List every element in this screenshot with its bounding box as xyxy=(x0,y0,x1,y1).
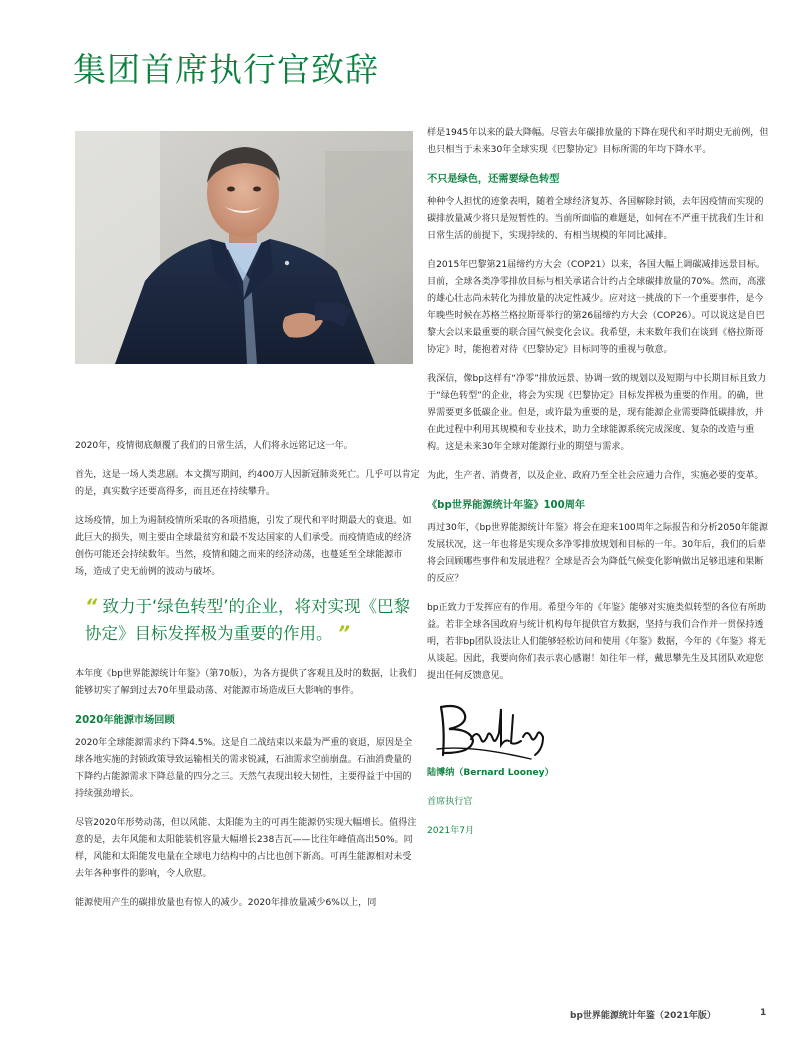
section-heading: 2020年能源市场回顾 xyxy=(75,715,175,726)
pull-quote-text: 致力于‘绿色转型’的企业，将对实现《巴黎协定》目标发挥极为重要的作用。 xyxy=(85,597,410,643)
paragraph: 2020年全球能源需求约下降4.5%。这是自二战结束以来最为严重的衰退，原因是全球各地实施的封锁政策导致运输相关的需求锐减，石油需求空前崩盘。石油消费量的下降约占能源需求下降总量的四分之三。天然气表现出较大韧性，主要得益于中国的持续强劲增长。 xyxy=(75,738,413,799)
paragraph: 首先，这是一场人类悲剧。本文撰写期间，约400万人因新冠肺炎死亡。几乎可以肯定的是，真实数字还要高得多，而且还在持续攀升。 xyxy=(75,470,420,497)
paragraph: 2020年，疫情彻底颠覆了我们的日常生活，人们将永远铭记这一年。 xyxy=(75,441,353,451)
paragraph: 为此，生产者、消费者，以及企业、政府乃至全社会应通力合作，实施必要的变革。 xyxy=(427,471,764,481)
handwritten-signature xyxy=(431,699,551,761)
signer-name: 陆博纳（Bernard Looney） xyxy=(427,768,554,778)
paragraph: 样是1945年以来的最大降幅。尽管去年碳排放量的下降在现代和平时期史无前例，但也只相当于未来30年全球实现《巴黎协定》目标所需的年均下降水平。 xyxy=(427,128,769,155)
paragraph: 本年度《bp世界能源统计年鉴》（第70版），为各方提供了客观且及时的数据，让我们能够切实了解到过去70年里最动荡、对能源市场造成巨大影响的事件。 xyxy=(75,669,417,696)
paragraph: 自2015年巴黎第21届缔约方大会（COP21）以来，各国大幅上调碳减排远景目标。目前，全球各类净零排放目标与相关承诺合计约占全球碳排放量的70%。然而，高涨的雄心壮志尚未转化为排放量的决定性减少。应对这一挑战的下一个重要事件，是今年晚些时候在苏格兰格拉斯哥举行的第26届缔约方大会（COP26）。可以说这是自巴黎大会以来最重要的联合国气候变化会议。我希望，未来数年我们在谈到《格拉斯哥协定》时，能抱着对待《巴黎协定》目标同等的重视与敬意。 xyxy=(427,260,766,355)
footer-publication-title: bp世界能源统计年鉴（2021年版） xyxy=(570,1011,716,1021)
signer-title: 首席执行官 xyxy=(427,797,473,807)
paragraph: 能源使用产生的碳排放量也有惊人的减少。2020年排放量减少6%以上，同 xyxy=(75,898,377,908)
section-heading: 《bp世界能源统计年鉴》100周年 xyxy=(427,500,586,511)
ceo-portrait-photo xyxy=(75,131,413,364)
paragraph: 我深信，像bp这样有“净零”排放远景、协调一致的规划以及短期与中长期目标且致力于“绿色转型”的企业，将会为实现《巴黎协定》目标发挥极为重要的作用。的确，世界需要更多低碳企业。但是，或许最为重要的是，现有能源企业需要降低碳排放，并在此过程中利用其规模和专业技术，助力全球能源系统完成深度、复杂的改造与重构。这是未来30年全球对能源行业的期望与需求。 xyxy=(427,374,767,452)
ceo-portrait-illustration xyxy=(75,131,413,364)
paragraph: 尽管2020年形势动荡，但以风能、太阳能为主的可再生能源仍实现大幅增长。值得注意的是，去年风能和太阳能装机容量大幅增长238吉瓦——比往年峰值高出50%。同样，风能和太阳能发电量在全球电力结构中的占比也创下新高。可再生能源相对未受去年各种事件的影响，令人欣慰。 xyxy=(75,818,417,879)
paragraph: bp正致力于发挥应有的作用。希望今年的《年鉴》能够对实施类似转型的各位有所助益。若非全球各国政府与统计机构每年提供官方数据，坚持与我们合作并一贯保持透明，若非bp团队设法让人们能够轻松访问和使用《年鉴》数据，今年的《年鉴》将无从谈起。因此，我要向你们表示衷心感谢！如往年一样，戴思攀先生及其团队欢迎您提出任何反馈意见。 xyxy=(427,603,766,681)
quote-close-mark: ” xyxy=(337,622,350,644)
paragraph: 种种令人担忧的迹象表明，随着全球经济复苏、各国解除封锁，去年因疫情而实现的碳排放量减少将只是短暂性的。当前所面临的难题是，如何在不严重干扰我们生计和日常生活的前提下，实现持续的、有相当规模的年同比减排。 xyxy=(427,197,764,241)
page-number: 1 xyxy=(760,1008,767,1018)
page-title: 集团首席执行官致辞 xyxy=(73,50,379,89)
right-column xyxy=(427,125,772,852)
section-heading: 不只是绿色，还需要绿色转型 xyxy=(427,174,560,185)
paragraph: 再过30年，《bp世界能源统计年鉴》将会在迎来100周年之际报告和分析2050年能源发展状况，这一年也将是实现众多净零排放规划和目标的一年。30年后，我们的后辈将会回顾哪些事件和发展进程？全球是否会为降低气候变化影响做出足够迅速和果断的反应？ xyxy=(427,523,768,584)
quote-open-mark: “ xyxy=(85,595,98,617)
pull-quote xyxy=(75,593,420,647)
paragraph: 这场疫情，加上为遏制疫情所采取的各项措施，引发了现代和平时期最大的衰退。如此巨大的损失，则主要由全球最贫穷和最不发达国家的人们承受。而疫情造成的经济创伤可能还会持续数年。当然，疫情和随之而来的经济动荡，也蔓延至全球能源市场，造成了史无前例的波动与破坏。 xyxy=(75,516,412,577)
signature-date: 2021年7月 xyxy=(427,826,475,836)
left-column xyxy=(75,438,420,924)
